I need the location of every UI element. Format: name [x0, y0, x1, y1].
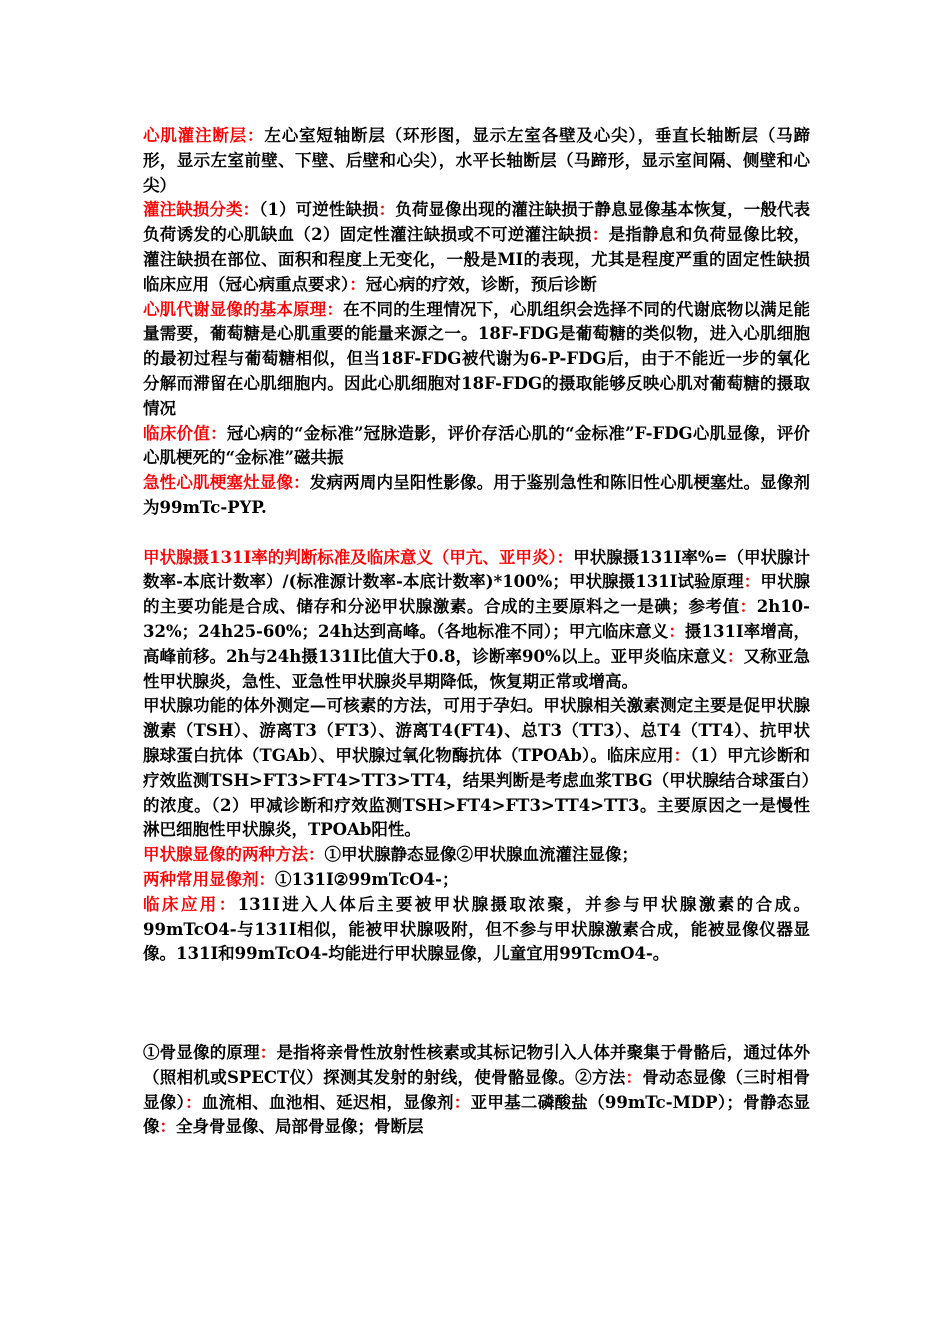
heading-label: 灌注缺损分类：	[143, 200, 260, 220]
paragraph-spacer	[143, 967, 810, 1041]
paragraph	[143, 546, 810, 695]
heading-label: 甲状腺显像的两种方法：	[143, 845, 325, 865]
body-text: 甲状腺功能的体外测定—可核素的方法，可用于孕妇。甲状腺相关激素测定主要是促甲状腺激素（TSH）、游离T3（FT3）、游离T4(FT4)、总T3（TT3）、总T4（TT4）、抗甲状腺球蛋白抗体（TGAb）、甲状腺过氧化物酶抗体（TPOAb）。临床应用	[143, 696, 810, 765]
heading-label: ：	[727, 646, 744, 666]
body-text: 冠心病的“金标准”冠脉造影，评价存活心肌的“金标准”F-FDG心肌显像，评价心肌梗死的“金标准”磁共振	[143, 423, 811, 468]
paragraph	[143, 298, 810, 422]
paragraph	[143, 124, 810, 198]
document-body	[143, 124, 810, 1140]
heading-label: ：	[453, 1092, 471, 1112]
paragraph	[143, 471, 810, 521]
body-text: ①骨显像的原理	[143, 1043, 260, 1063]
body-text: 左心室短轴断层（环形图，显示左室各壁及心尖），垂直长轴断层（马蹄形，显示左室前壁、下壁、后壁和心尖），水平长轴断层（马蹄形，显示室间隔、侧壁和心尖）	[143, 126, 811, 195]
heading-label: 两种常用显像剂：	[143, 869, 275, 889]
heading-label: ：	[185, 1092, 202, 1112]
heading-label: 心肌灌注断层：	[143, 126, 265, 145]
heading-label: ：	[349, 274, 366, 294]
paragraph	[143, 868, 810, 893]
body-text: 发病两周内呈阳性影像。用于鉴别急性和陈旧性心肌梗塞灶。显像剂为99mTc-PYP.	[143, 473, 811, 517]
paragraph-spacer	[143, 521, 810, 546]
heading-label: ：	[625, 1067, 643, 1087]
paragraph	[143, 893, 810, 967]
body-text: ①131I②99mTcO4-；	[275, 869, 459, 889]
paragraph	[143, 1041, 810, 1140]
body-text: ①甲状腺静态显像②甲状腺血流灌注显像；	[324, 845, 638, 865]
body-text: 在不同的生理情况下，心肌组织会选择不同的代谢底物以满足能量需要，葡萄糖是心肌重要的能量来源之一。18F-FDG是葡萄糖的类似物，进入心肌细胞的最初过程与葡萄糖相似，但当18F-FDG被代谢为6-P-FDG后，由于不能近一步的氧化分解而滞留在心肌细胞内。因此心肌细胞对18F-FDG的摄取能够反映心肌对葡萄糖的摄取情况	[143, 299, 811, 418]
paragraph	[143, 198, 810, 297]
body-text: 摄131I率增高，高峰前移。2h与24h摄131I比值大于0.8，诊断率90%以上。亚甲炎临床意义	[143, 621, 810, 666]
body-text: 甲状腺的主要功能是合成、储存和分泌甲状腺激素。合成的主要原料之一是碘；参考值	[143, 572, 811, 617]
paragraph	[143, 422, 810, 472]
heading-label: ：	[259, 1043, 277, 1063]
heading-label: ：	[739, 597, 757, 617]
body-text: 又称亚急性甲状腺炎，急性、亚急性甲状腺炎早期降低，恢复期正常或增高。	[143, 646, 810, 691]
heading-label: 临床应用：	[143, 894, 238, 914]
body-text: 冠心病的疗效，诊断，预后诊断	[365, 274, 597, 294]
heading-label: 甲状腺摄131I率的判断标准及临床意义（甲亢、亚甲炎）：	[143, 547, 574, 567]
body-text: （1）甲亢诊断和疗效监测TSH>FT3>FT4>TT3>TT4，结果判断是考虑血浆TBG（甲状腺结合球蛋白）的浓度。（2）甲减诊断和疗效监测TSH>FT4>FT3>TT4>TT3。主要原因之一是慢性淋巴细胞性甲状腺炎，TPOAb阳性。	[143, 745, 811, 840]
body-text: 是指将亲骨性放射性核素或其标记物引入人体并聚集于骨骼后，通过体外（照相机或SPECT仪）探测其发射的射线，使骨骼显像。②方法	[143, 1043, 811, 1087]
heading-label: ：	[743, 572, 761, 592]
paragraph	[143, 843, 810, 868]
heading-label: 心肌代谢显像的基本原理：	[143, 299, 344, 319]
body-text: 是指静息和负荷显像比较，灌注缺损在部位、面积和程度上无变化，一般是MI的表现，尤其是程度严重的固定性缺损临床应用（冠心病重点要求）	[143, 225, 811, 294]
heading-label: 急性心肌梗塞灶显像：	[143, 473, 310, 493]
body-text: 甲状腺摄131I率%=（甲状腺计数率-本底计数率）/(标准源计数率-本底计数率)*100%；甲状腺摄131I试验原理	[143, 547, 810, 592]
heading-label: 临床价值：	[143, 423, 227, 443]
body-text: 血流相、血池相、延迟相，显像剂	[201, 1092, 454, 1112]
body-text: 亚甲基二磷酸盐（99mTc-MDP）；骨静态显像	[143, 1092, 811, 1137]
body-text: 131I进入人体后主要被甲状腺摄取浓聚，并参与甲状腺激素的合成。99mTcO4-与131I相似，能被甲状腺吸附，但不参与甲状腺激素合成，能被显像仪器显像。131I和99mTcO4-均能进行甲状腺显像，儿童宜用99TcmO4-。	[143, 894, 810, 964]
heading-label: ：	[378, 200, 396, 220]
heading-label: ：	[159, 1117, 176, 1137]
body-text: （1）可逆性缺损	[259, 200, 379, 220]
paragraph	[143, 694, 810, 843]
heading-label: ：	[591, 225, 609, 245]
heading-label: ：	[673, 745, 691, 765]
heading-label: ：	[668, 621, 685, 641]
body-text: 全身骨显像、局部骨显像；骨断层	[176, 1117, 424, 1137]
body-text: 2h10-32%；24h25-60%；24h达到高峰。（各地标准不同）；甲亢临床意义	[143, 597, 811, 641]
body-text: 骨动态显像（三时相骨显像）	[143, 1067, 810, 1112]
body-text: 负荷显像出现的灌注缺损于静息显像基本恢复，一般代表负荷诱发的心肌缺血（2）固定性灌注缺损或不可逆灌注缺损	[143, 200, 811, 245]
